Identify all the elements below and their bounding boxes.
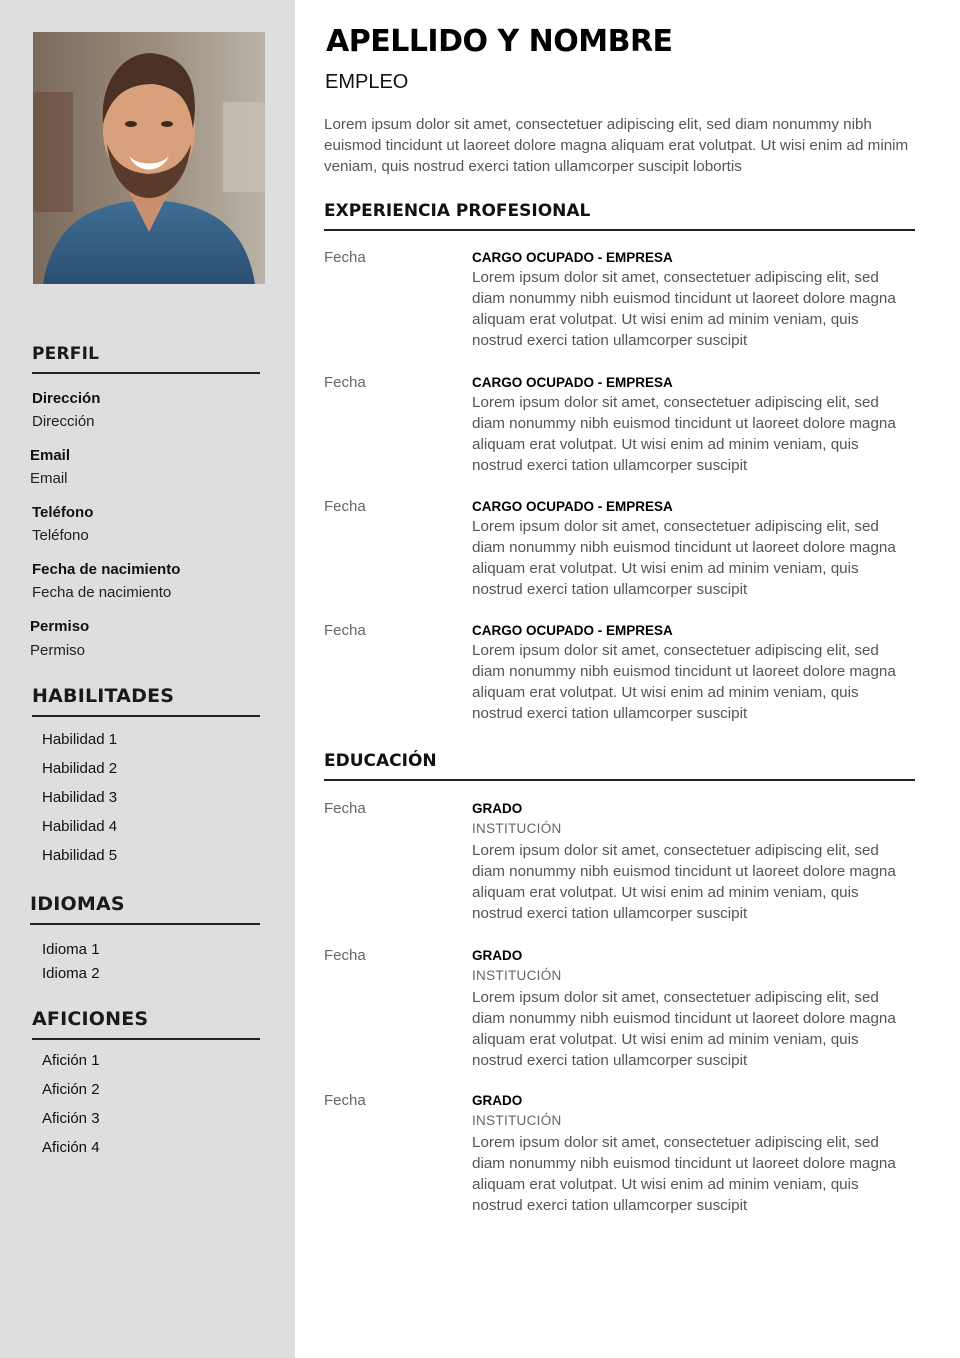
hobby-item: Afición 3 — [42, 1110, 100, 1127]
entry-institution: INSTITUCIÓN — [472, 1113, 562, 1128]
entry-description: Lorem ipsum dolor sit amet, consectetuer adipiscing elit, sed diam nonummy nibh euismod tincidunt ut laoreet dolore magna aliquam erat volutpat. Ut wisi enim ad minim veniam, quis nostrud exerci tation ullamcorper suscipit — [472, 989, 896, 1069]
languages-heading: IDIOMAS — [30, 893, 260, 925]
skill-item: Habilidad 2 — [42, 760, 118, 777]
entry-description: Lorem ipsum dolor sit amet, consectetuer adipiscing elit, sed diam nonummy nibh euismod tincidunt ut laoreet dolore magna aliquam erat volutpat. Ut wisi enim ad minim veniam, quis nostrud exerci tation ullamcorper suscipit — [472, 518, 896, 598]
entry-institution: INSTITUCIÓN — [472, 821, 562, 836]
experience-heading: EXPERIENCIA PROFESIONAL — [324, 201, 915, 231]
hobby-item: Afición 4 — [42, 1139, 100, 1156]
entry-date: Fecha — [324, 947, 366, 964]
skills-list — [42, 731, 117, 876]
email-label: Email — [30, 447, 71, 464]
entry-institution: INSTITUCIÓN — [472, 968, 562, 983]
email-value: Email — [30, 470, 68, 487]
education-heading: EDUCACIÓN — [324, 751, 915, 781]
skill-item: Habilidad 1 — [42, 731, 118, 748]
entry-description: Lorem ipsum dolor sit amet, consectetuer adipiscing elit, sed diam nonummy nibh euismod tincidunt ut laoreet dolore magna aliquam erat volutpat. Ut wisi enim ad minim veniam, quis nostrud exerci tation ullamcorper suscipit — [472, 1134, 896, 1214]
entry-date: Fecha — [324, 374, 366, 391]
profile-photo — [33, 32, 265, 284]
language-item: Idioma 2 — [42, 965, 100, 982]
entry-date: Fecha — [324, 498, 366, 515]
job-title: EMPLEO — [325, 71, 409, 93]
skill-item: Habilidad 4 — [42, 818, 118, 835]
entry-title: CARGO OCUPADO - EMPRESA — [472, 499, 673, 514]
hobby-item: Afición 2 — [42, 1081, 100, 1098]
license-label: Permiso — [30, 618, 90, 635]
profile-photo-image — [33, 32, 265, 284]
entry-date: Fecha — [324, 249, 366, 266]
hobbies-list — [42, 1052, 100, 1168]
entry-title: CARGO OCUPADO - EMPRESA — [472, 375, 673, 390]
skill-item: Habilidad 3 — [42, 789, 118, 806]
entry-degree: GRADO — [472, 1093, 523, 1108]
entry-date: Fecha — [324, 1092, 366, 1109]
intro-text: Lorem ipsum dolor sit amet, consectetuer adipiscing elit, sed diam nonummy nibh euismod tincidunt ut laoreet dolore magna aliquam erat volutpat. Ut wisi enim ad minim veniam, quis nostrud exerci tation ullamcorper suscipit lobortis — [324, 116, 909, 175]
address-value: Dirección — [32, 413, 95, 430]
license-value: Permiso — [30, 642, 86, 659]
entry-date: Fecha — [324, 800, 366, 817]
entry-title: CARGO OCUPADO - EMPRESA — [472, 250, 673, 265]
entry-title: CARGO OCUPADO - EMPRESA — [472, 623, 673, 638]
skills-heading: HABILITADES — [32, 685, 260, 717]
entry-degree: GRADO — [472, 801, 523, 816]
perfil-heading: PERFIL — [32, 344, 260, 374]
birthdate-label: Fecha de nacimiento — [32, 561, 181, 578]
language-item: Idioma 1 — [42, 941, 100, 958]
hobby-item: Afición 1 — [42, 1052, 100, 1069]
sidebar — [0, 0, 295, 1358]
address-label: Dirección — [32, 390, 101, 407]
entry-description: Lorem ipsum dolor sit amet, consectetuer adipiscing elit, sed diam nonummy nibh euismod tincidunt ut laoreet dolore magna aliquam erat volutpat. Ut wisi enim ad minim veniam, quis nostrud exerci tation ullamcorper suscipit — [472, 269, 896, 349]
entry-description: Lorem ipsum dolor sit amet, consectetuer adipiscing elit, sed diam nonummy nibh euismod tincidunt ut laoreet dolore magna aliquam erat volutpat. Ut wisi enim ad minim veniam, quis nostrud exerci tation ullamcorper suscipit — [472, 394, 896, 474]
candidate-name: APELLIDO Y NOMBRE — [326, 24, 673, 59]
entry-description: Lorem ipsum dolor sit amet, consectetuer adipiscing elit, sed diam nonummy nibh euismod tincidunt ut laoreet dolore magna aliquam erat volutpat. Ut wisi enim ad minim veniam, quis nostrud exerci tation ullamcorper suscipit — [472, 842, 896, 922]
entry-description: Lorem ipsum dolor sit amet, consectetuer adipiscing elit, sed diam nonummy nibh euismod tincidunt ut laoreet dolore magna aliquam erat volutpat. Ut wisi enim ad minim veniam, quis nostrud exerci tation ullamcorper suscipit — [472, 642, 896, 722]
phone-value: Teléfono — [32, 527, 89, 544]
entry-date: Fecha — [324, 622, 366, 639]
languages-list — [42, 941, 100, 989]
hobbies-heading: AFICIONES — [32, 1008, 260, 1040]
skill-item: Habilidad 5 — [42, 847, 118, 864]
entry-degree: GRADO — [472, 948, 523, 963]
phone-label: Teléfono — [32, 504, 94, 521]
birthdate-value: Fecha de nacimiento — [32, 584, 172, 601]
